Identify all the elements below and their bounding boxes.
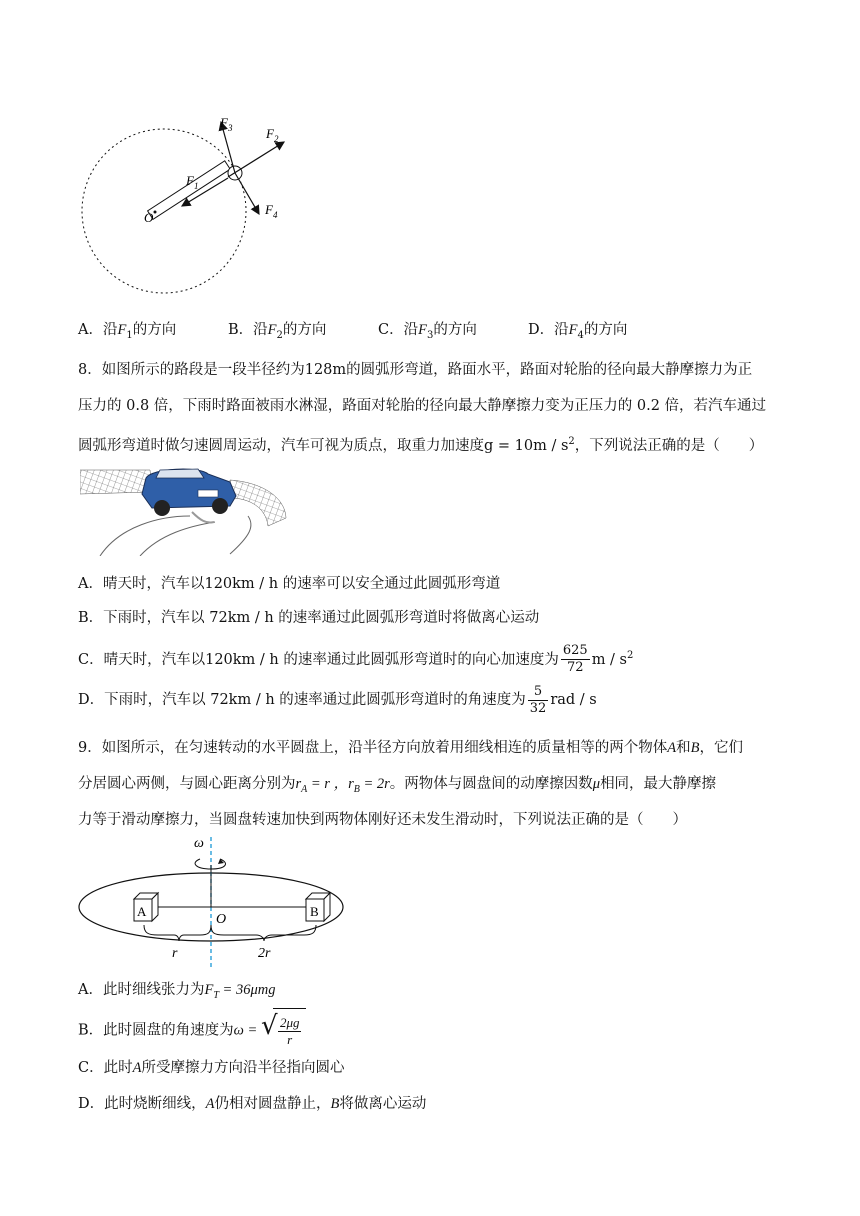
q8-option-c: C．晴天时，汽车以120km / h 的速率通过此圆弧形弯道时的向心加速度为 $\frac{625}{72}$ m / $s^2$ [78,643,634,676]
fraction: $\frac{5}{32}$ [529,683,547,716]
label-f4: $F_4$ [265,202,278,220]
arrow-f2 [228,142,284,177]
q9-turntable-diagram [78,835,348,970]
q9-stem-line2: 分居圆心两侧，与圆心距离分别为$r_A = r$ ，$r_B = 2r$。两物体与圆盘间的动摩擦因数μ相同，最大静摩擦 [78,776,717,795]
label-2r: 2r [258,946,271,961]
label-f2: $F_2$ [266,126,279,144]
q8-option-a: A．晴天时，汽车以120km / h 的速率可以安全通过此圆弧形弯道 [78,576,501,592]
label-f1: $F_1$ [186,173,199,191]
car-on-curve-illustration [80,456,290,556]
q8-stem-line1: 8．如图所示的路段是一段半径约为128m的圆弧形弯道，路面水平，路面对轮胎的径向最大静摩擦力为正 [78,362,753,378]
center-label: O [216,912,227,927]
rod [148,161,231,219]
label-f3: $F_3$ [220,115,233,133]
label-r: r [172,946,178,961]
omega-label: ω [194,836,204,851]
q9-stem-line1: 9．如图所示，在匀速转动的水平圆盘上，沿半径方向放着用细线相连的质量相等的两个物体A和B，它们 [78,740,743,756]
svg-text:B: B [310,904,319,919]
square-root: √ $\frac{2\mu g}{r}$ [261,1008,307,1053]
q7-option-a: A．沿$F_1$的方向 [78,322,177,341]
q9-stem-line3: 力等于滑动摩擦力，当圆盘转速加快到两物体刚好还未发生滑动时，下列说法正确的是（ ） [78,812,687,828]
q7-option-b: B．沿$F_2$的方向 [228,322,327,341]
q8-stem-line2: 压力的 0.8 倍，下雨时路面被雨水淋湿，路面对轮胎的径向最大静摩擦力变为正压力的 0.2 倍，若汽车通过 [78,398,767,414]
q9-option-b: B．此时圆盘的角速度为ω = √ $\frac{2\mu g}{r}$ [78,1008,306,1052]
block-b [306,893,330,921]
block-a [134,893,158,921]
q8-option-b: B．下雨时，汽车以 72km / h 的速率通过此圆弧形弯道时将做离心运动 [78,610,540,626]
label-origin: O [144,210,154,225]
brace-2r [211,925,316,941]
q8-stem-line3: 圆弧形弯道时做匀速圆周运动，汽车可视为质点，取重力加速度$g = 10m / s^2$，下列说法正确的是（ ） [78,436,764,454]
q7-option-c: C．沿$F_3$的方向 [378,322,477,341]
fraction: $\frac{625}{72}$ [562,643,588,676]
q8-option-d: D．下雨时，汽车以 72km / h 的速率通过此圆弧形弯道时的角速度为 $\frac{5}{32}$ rad / s [78,683,597,716]
q9-option-a: A．此时细线张力为$F_T = 36\mu mg$ [78,982,276,1001]
q9-option-c: C．此时A所受摩擦力方向沿半径指向圆心 [78,1060,345,1076]
q7-option-d: D．沿$F_4$的方向 [528,322,628,341]
q7-force-diagram [78,110,318,310]
arrow-f4 [235,173,259,214]
svg-text:A: A [137,904,147,919]
pivot-dot [154,211,157,214]
brace-r [144,925,211,941]
q9-option-d: D．此时烧断细线，A仍相对圆盘静止，B将做离心运动 [78,1096,427,1112]
